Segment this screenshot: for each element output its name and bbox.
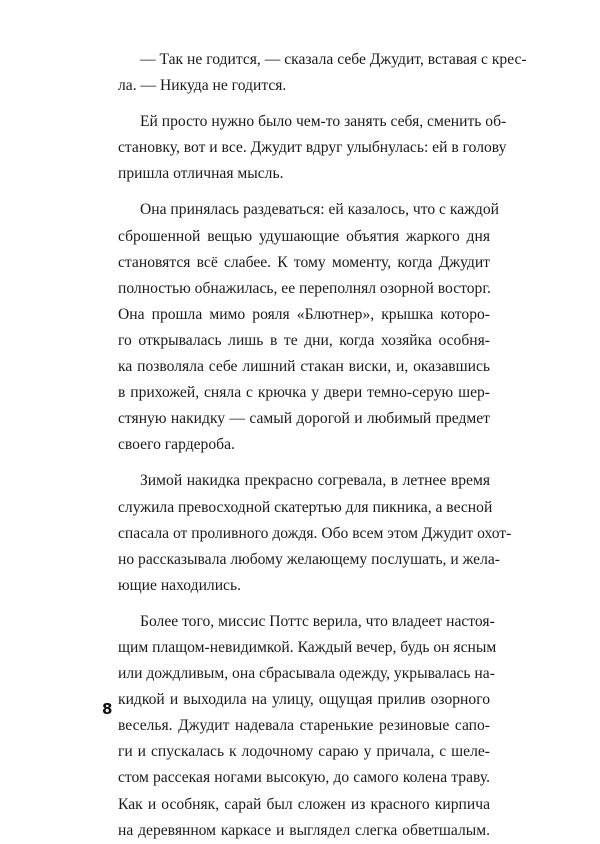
text-line: сброшенной вещью удушающие объятия жаркого дня [118, 227, 490, 245]
text-line: полностью обнажилась, ее переполнял озорной восторг. [118, 279, 491, 297]
text-line: Ей просто нужно было чем-то занять себя, сменить об- [140, 113, 507, 131]
paragraph-spacing [118, 187, 490, 197]
text-line: ка позволяла себе лишний стакан виски, и, оказавшись [118, 358, 490, 376]
text-line: или дождливым, она сбрасывала одежду, укрывалась на- [118, 665, 495, 683]
text-line: в прихожей, сняла с крючка у двери темно-серую шер- [118, 384, 490, 402]
text-line: стом рассекая ногами высокую, до самого колена траву. [118, 769, 490, 787]
text-line: веселья. Джудит надевала старенькие резиновые сапо- [118, 717, 490, 735]
text-line: — Так не годится, — сказала себе Джудит, вставая с крес- [140, 51, 527, 68]
text-line: ла. — Никуда не годится. [118, 77, 287, 95]
text-line: пришла отличная мысль. [118, 165, 284, 183]
text-line: Она принялась раздеваться: ей казалось, что с каждой [140, 201, 499, 219]
text-line: служила превосходной скатертью для пикника, а весной [118, 498, 493, 516]
body-text [118, 47, 527, 844]
paragraph-spacing [118, 458, 490, 468]
text-line: становку, вот и все. Джудит вдруг улыбнулась: ей в голову [118, 139, 507, 157]
text-line: Более того, миссис Поттс верила, что владеет настоя- [140, 612, 495, 630]
text-line: Она прошла мимо рояля «Блютнер», крышка которо- [118, 305, 490, 323]
paragraph-4 [118, 468, 512, 598]
text-line: Как и особняк, сарай был сложен из красного кирпича [118, 795, 490, 813]
paragraph-5 [118, 609, 497, 844]
text-line: Зимой накидка прекрасно согревала, в летнее время [140, 472, 490, 490]
text-line: щим плащом-невидимкой. Каждый вечер, будь он ясным [118, 638, 497, 656]
paragraph-spacing [118, 599, 490, 609]
paragraph-1 [118, 47, 527, 99]
paragraph-3 [118, 197, 499, 458]
text-line: кидкой и выходила на улицу, ощущая прилив озорного [118, 691, 490, 709]
text-line: ги и спускалась к лодочному сараю у причала, с шеле- [118, 743, 490, 761]
text-line: го открывалась лишь в те дни, когда хозяйка особня- [118, 331, 490, 349]
text-line: своего гардероба. [118, 436, 235, 454]
text-line: ющие находились. [118, 576, 241, 594]
text-line: становятся всё слабее. К тому моменту, когда Джудит [118, 253, 490, 271]
paragraph-2 [118, 109, 507, 187]
paragraph-spacing [118, 99, 490, 109]
text-line: стяную накидку — самый дорогой и любимый предмет [118, 410, 490, 428]
text-line: на деревянном каркасе и выглядел слегка обветшалым. [118, 821, 490, 839]
text-line: но рассказывала любому желающему послушать, и жела- [118, 550, 500, 568]
page-number: 8 [102, 700, 113, 718]
text-line: спасала от проливного дождя. Обо всем этом Джудит охот- [118, 524, 512, 542]
